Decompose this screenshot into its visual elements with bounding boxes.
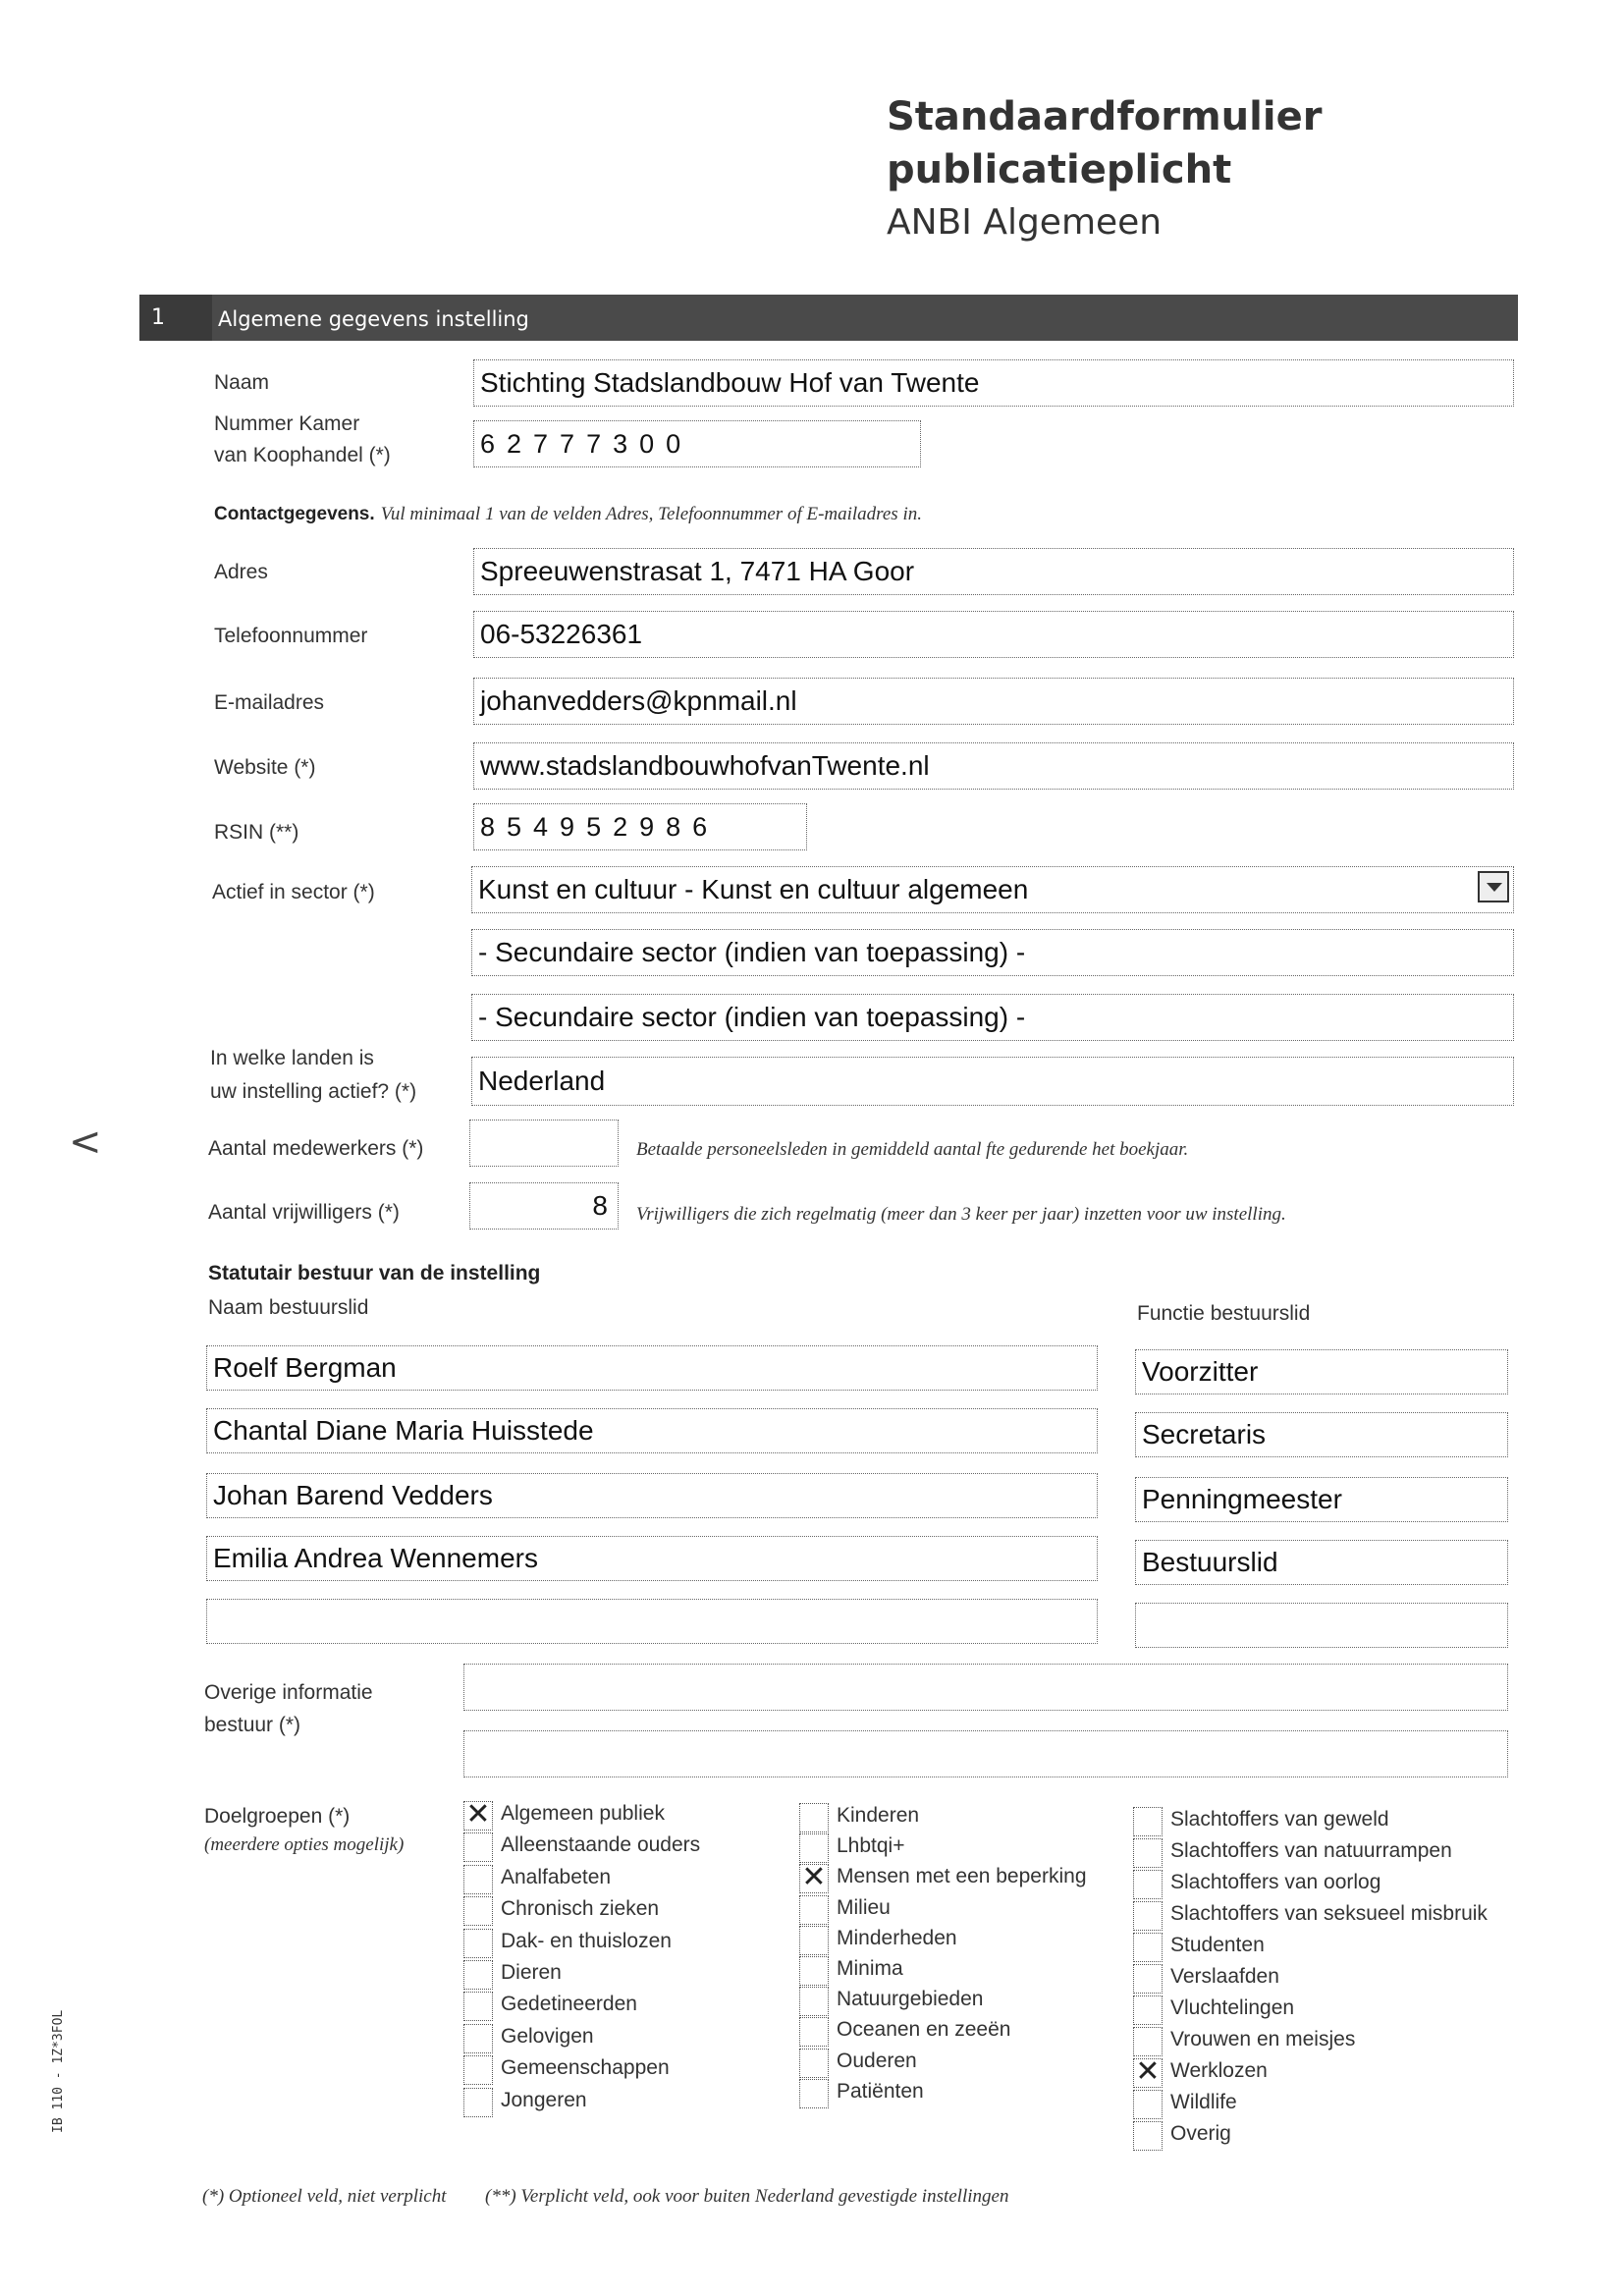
checkbox-label-slachtoffers-van-geweld: Slachtoffers van geweld [1170,1808,1389,1831]
checkbox-label-wildlife: Wildlife [1170,2091,1237,2113]
checkbox-label-verslaafden: Verslaafden [1170,1965,1279,1988]
contact-instruction: Vul minimaal 1 van de velden Adres, Telefoonnummer of E-mailadres in. [380,504,922,524]
kvk-field[interactable]: 62777300 [473,420,921,467]
chevron-down-icon[interactable] [1478,871,1509,902]
checkbox-kinderen[interactable] [799,1803,829,1832]
checkbox-ouderen[interactable] [799,2049,829,2078]
bestuur-col-name: Naam bestuurslid [208,1296,369,1319]
medewerkers-note: Betaalde personeelsleden in gemiddeld aantal fte gedurende het boekjaar. [636,1139,1189,1160]
bestuur-name-4[interactable]: Emilia Andrea Wennemers [206,1536,1098,1581]
checkbox-label-slachtoffers-van-natuurrampen: Slachtoffers van natuurrampen [1170,1839,1452,1862]
bestuur-function-4[interactable]: Bestuurslid [1135,1540,1508,1585]
bestuur-name-3[interactable]: Johan Barend Vedders [206,1473,1098,1518]
bestuur-function-3[interactable]: Penningmeester [1135,1477,1508,1522]
overige-label-line1: Overige informatie [204,1681,373,1704]
naam-field[interactable]: Stichting Stadslandbouw Hof van Twente [473,359,1514,407]
checkbox-minderheden[interactable] [799,1926,829,1955]
checkbox-label-oceanen-en-zee-n: Oceanen en zeeën [837,2018,1011,2041]
email-label: E-mailadres [214,691,325,714]
sector-primary-select[interactable] [471,866,1514,913]
checkbox-label-alleenstaande-ouders: Alleenstaande ouders [501,1833,701,1856]
bestuur-name-1[interactable]: Roelf Bergman [206,1345,1098,1391]
bestuur-function-1[interactable]: Voorzitter [1135,1349,1508,1394]
naam-label: Naam [214,371,270,394]
overige-field-2[interactable] [463,1730,1508,1777]
checkbox-slachtoffers-van-natuurrampen[interactable] [1133,1838,1163,1868]
checkbox-slachtoffers-van-geweld[interactable] [1133,1807,1163,1836]
bestuur-function-5[interactable] [1135,1603,1508,1648]
checkbox-werklozen[interactable]: ✕ [1133,2058,1163,2088]
bestuur-function-2[interactable]: Secretaris [1135,1412,1508,1457]
checkbox-label-gemeenschappen: Gemeenschappen [501,2056,670,2079]
checkbox-label-dak-en-thuislozen: Dak- en thuislozen [501,1930,672,1952]
doelgroepen-label: Doelgroepen (*) [204,1805,351,1828]
bestuur-heading: Statutair bestuur van de instelling [208,1262,541,1285]
overige-label-line2: bestuur (*) [204,1714,301,1736]
margin-mark: < [69,1120,102,1165]
section-title: Algemene gegevens instelling [218,307,529,331]
medewerkers-field[interactable] [469,1120,619,1167]
checkbox-pati-nten[interactable] [799,2079,829,2108]
sector-secondary1-select[interactable]: - Secundaire sector (indien van toepassing) - [471,929,1514,976]
checkbox-slachtoffers-van-oorlog[interactable] [1133,1870,1163,1899]
section-number: 1 [139,295,212,341]
checkbox-natuurgebieden[interactable] [799,1987,829,2016]
kvk-label-line2: van Koophandel (*) [214,444,391,466]
bestuur-name-2[interactable]: Chantal Diane Maria Huisstede [206,1408,1098,1453]
checkbox-jongeren[interactable] [463,2088,493,2117]
checkbox-milieu[interactable] [799,1895,829,1925]
checkbox-label-vluchtelingen: Vluchtelingen [1170,1996,1295,2019]
checkbox-label-minderheden: Minderheden [837,1927,957,1949]
form-subtitle: ANBI Algemeen [887,202,1163,243]
checkbox-studenten[interactable] [1133,1933,1163,1962]
checkbox-label-lhbtqi: Lhbtqi+ [837,1834,905,1857]
checkbox-label-chronisch-zieken: Chronisch zieken [501,1897,660,1920]
checkbox-chronisch-zieken[interactable] [463,1896,493,1926]
telefoon-label: Telefoonnummer [214,625,368,647]
checkbox-label-slachtoffers-van-oorlog: Slachtoffers van oorlog [1170,1871,1381,1893]
adres-label: Adres [214,561,268,583]
checkbox-minima[interactable] [799,1956,829,1986]
sector-primary-value: Kunst en cultuur - Kunst en cultuur algemeen [478,874,1029,904]
checkbox-analfabeten[interactable] [463,1865,493,1894]
form-title-line1: Standaardformulier [887,94,1323,139]
checkbox-label-milieu: Milieu [837,1896,891,1919]
side-form-code: IB 110 - 1Z*3FOL [51,2009,66,2133]
website-label: Website (*) [214,756,316,779]
checkbox-vluchtelingen[interactable] [1133,1995,1163,2025]
checkbox-dak-en-thuislozen[interactable] [463,1929,493,1958]
checkbox-label-algemeen-publiek: Algemeen publiek [501,1802,665,1825]
doelgroepen-sublabel: (meerdere opties mogelijk) [204,1834,405,1855]
checkbox-label-ouderen: Ouderen [837,2050,917,2072]
contact-heading: Contactgegevens. [214,504,375,524]
checkbox-gelovigen[interactable] [463,2024,493,2053]
checkbox-label-studenten: Studenten [1170,1934,1265,1956]
checkbox-gedetineerden[interactable] [463,1992,493,2021]
landen-field[interactable]: Nederland [471,1057,1514,1106]
adres-field[interactable]: Spreeuwenstrasat 1, 7471 HA Goor [473,548,1514,595]
checkbox-label-pati-nten: Patiënten [837,2080,924,2103]
rsin-label: RSIN (**) [214,821,299,844]
footer-optional: (*) Optioneel veld, niet verplicht [202,2186,447,2207]
checkbox-label-gelovigen: Gelovigen [501,2025,594,2048]
checkbox-label-overig: Overig [1170,2122,1231,2145]
checkbox-lhbtqi[interactable] [799,1833,829,1863]
checkbox-slachtoffers-van-seksueel-misbruik[interactable] [1133,1901,1163,1931]
bestuur-name-5[interactable] [206,1599,1098,1644]
checkbox-dieren[interactable] [463,1960,493,1990]
vrijwilligers-label: Aantal vrijwilligers (*) [208,1201,400,1224]
bestuur-col-function: Functie bestuurslid [1137,1302,1311,1325]
checkbox-label-minima: Minima [837,1957,903,1980]
checkbox-mensen-met-een-beperking[interactable]: ✕ [799,1864,829,1893]
website-field[interactable]: www.stadslandbouwhofvanTwente.nl [473,742,1514,790]
vrijwilligers-field[interactable]: 8 [469,1182,619,1230]
checkbox-label-dieren: Dieren [501,1961,562,1984]
form-title-line2: publicatieplicht [887,147,1232,192]
checkbox-verslaafden[interactable] [1133,1964,1163,1994]
landen-label-line2: uw instelling actief? (*) [210,1080,417,1103]
checkbox-alleenstaande-ouders[interactable] [463,1832,493,1862]
checkbox-wildlife[interactable] [1133,2090,1163,2119]
checkbox-label-gedetineerden: Gedetineerden [501,1993,637,2015]
landen-label-line1: In welke landen is [210,1047,374,1069]
checkbox-label-analfabeten: Analfabeten [501,1866,612,1888]
checkbox-label-mensen-met-een-beperking: Mensen met een beperking [837,1865,1087,1887]
email-field[interactable]: johanvedders@kpnmail.nl [473,678,1514,725]
checkbox-gemeenschappen[interactable] [463,2055,493,2085]
sector-secondary2-select[interactable]: - Secundaire sector (indien van toepassing) - [471,994,1514,1041]
checkbox-algemeen-publiek[interactable]: ✕ [463,1801,493,1831]
rsin-field[interactable]: 854952986 [473,803,807,850]
telefoon-field[interactable]: 06-53226361 [473,611,1514,658]
sector-label: Actief in sector (*) [212,881,375,903]
checkbox-vrouwen-en-meisjes[interactable] [1133,2027,1163,2056]
contact-instruction-line [214,503,922,525]
checkbox-label-natuurgebieden: Natuurgebieden [837,1988,984,2010]
checkbox-label-kinderen: Kinderen [837,1804,920,1827]
checkbox-overig[interactable] [1133,2121,1163,2151]
checkbox-label-werklozen: Werklozen [1170,2059,1268,2082]
vrijwilligers-note: Vrijwilligers die zich regelmatig (meer dan 3 keer per jaar) inzetten voor uw instelling. [636,1204,1286,1225]
overige-field-1[interactable] [463,1664,1508,1711]
checkbox-label-vrouwen-en-meisjes: Vrouwen en meisjes [1170,2028,1356,2050]
kvk-label-line1: Nummer Kamer [214,412,360,435]
footer-required: (**) Verplicht veld, ook voor buiten Nederland gevestigde instellingen [485,2186,1009,2207]
checkbox-label-slachtoffers-van-seksueel-misbruik: Slachtoffers van seksueel misbruik [1170,1902,1488,1925]
medewerkers-label: Aantal medewerkers (*) [208,1137,424,1160]
checkbox-label-jongeren: Jongeren [501,2089,587,2111]
checkbox-oceanen-en-zee-n[interactable] [799,2017,829,2047]
